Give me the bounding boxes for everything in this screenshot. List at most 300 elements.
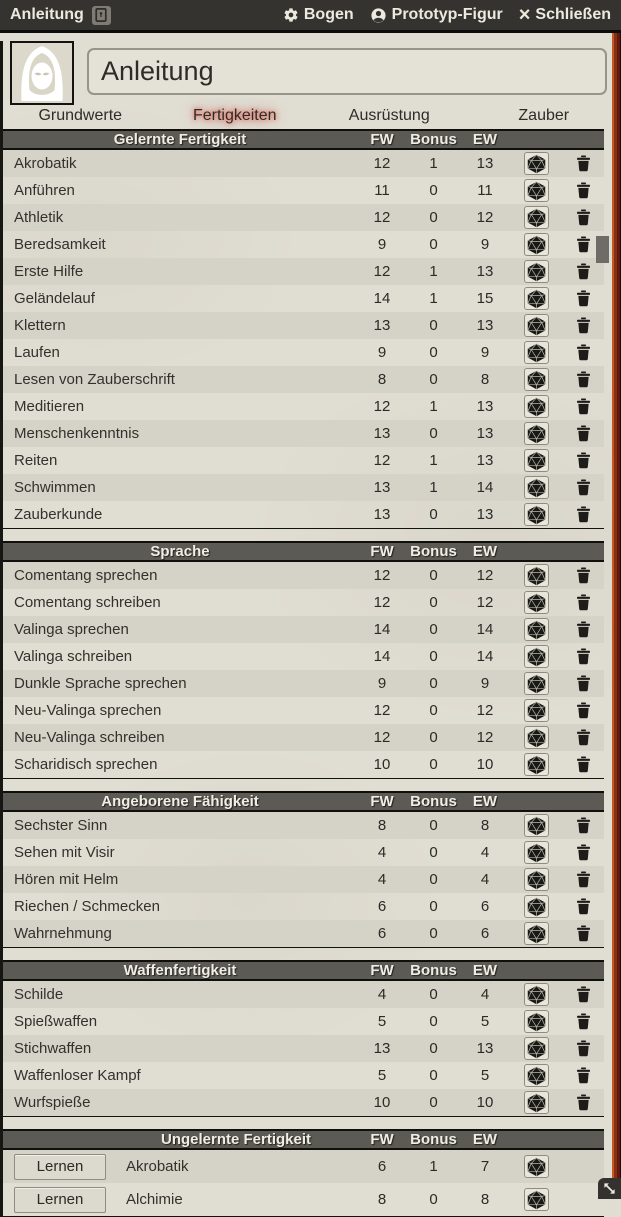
d20-dice-icon bbox=[526, 262, 547, 282]
roll-d20-button[interactable] bbox=[524, 922, 549, 945]
roll-d20-button[interactable] bbox=[524, 395, 549, 418]
roll-d20-button[interactable] bbox=[524, 618, 549, 641]
titlebar bbox=[0, 0, 621, 33]
fw-value: 9 bbox=[357, 675, 407, 692]
dice-cell bbox=[510, 672, 562, 695]
delete-skill-button[interactable] bbox=[576, 209, 591, 226]
bonus-value: 0 bbox=[407, 702, 460, 719]
menu-item-label: Bogen bbox=[304, 6, 354, 24]
delete-skill-button[interactable] bbox=[576, 594, 591, 611]
trash-icon bbox=[576, 344, 591, 361]
skill-name: Reiten bbox=[3, 452, 357, 469]
roll-d20-button[interactable] bbox=[524, 314, 549, 337]
d20-dice-icon bbox=[526, 647, 547, 667]
skill-row bbox=[3, 177, 604, 204]
d20-dice-icon bbox=[526, 1093, 547, 1113]
ew-value: 4 bbox=[460, 871, 510, 888]
delete-skill-button[interactable] bbox=[576, 898, 591, 915]
table-title: Ungelernte Fertigkeit bbox=[115, 1131, 357, 1148]
skill-name: Schwimmen bbox=[3, 479, 357, 496]
dice-cell bbox=[510, 1064, 562, 1087]
ew-value: 8 bbox=[460, 371, 510, 388]
d20-dice-icon bbox=[526, 566, 547, 586]
ew-value: 13 bbox=[460, 263, 510, 280]
delete-cell bbox=[562, 1067, 604, 1084]
hooded-figure-icon bbox=[12, 43, 72, 103]
fw-value: 5 bbox=[357, 1013, 407, 1030]
tab-ausruestung[interactable]: Ausrüstung bbox=[312, 107, 467, 125]
bonus-value: 1 bbox=[407, 263, 460, 280]
table-title: Angeborene Fähigkeit bbox=[3, 793, 357, 810]
delete-skill-button[interactable] bbox=[576, 371, 591, 388]
learn-cell bbox=[3, 1154, 115, 1180]
bonus-value: 0 bbox=[407, 986, 460, 1003]
bonus-value: 1 bbox=[407, 398, 460, 415]
dice-cell bbox=[510, 1010, 562, 1033]
skill-row bbox=[3, 839, 604, 866]
dice-cell bbox=[510, 922, 562, 945]
dice-cell bbox=[510, 618, 562, 641]
roll-d20-button[interactable] bbox=[524, 152, 549, 175]
skill-row bbox=[3, 285, 604, 312]
menu-item-schliessen[interactable] bbox=[519, 6, 611, 24]
d20-dice-icon bbox=[526, 451, 547, 471]
delete-skill-button[interactable] bbox=[576, 871, 591, 888]
dice-cell bbox=[510, 726, 562, 749]
roll-d20-button[interactable] bbox=[524, 1037, 549, 1060]
dice-cell bbox=[510, 449, 562, 472]
trash-icon bbox=[576, 1094, 591, 1111]
dice-cell bbox=[510, 1188, 562, 1211]
fw-value: 12 bbox=[357, 594, 407, 611]
bonus-value: 1 bbox=[407, 452, 460, 469]
trash-icon bbox=[576, 925, 591, 942]
delete-skill-button[interactable] bbox=[576, 290, 591, 307]
dice-cell bbox=[510, 1091, 562, 1114]
delete-skill-button[interactable] bbox=[576, 925, 591, 942]
dice-cell bbox=[510, 753, 562, 776]
d20-dice-icon bbox=[526, 701, 547, 721]
fw-value: 12 bbox=[357, 702, 407, 719]
d20-dice-icon bbox=[526, 843, 547, 863]
d20-dice-icon bbox=[526, 1012, 547, 1032]
delete-skill-button[interactable] bbox=[576, 263, 591, 280]
trash-icon bbox=[576, 290, 591, 307]
roll-d20-button[interactable] bbox=[524, 672, 549, 695]
fw-value: 14 bbox=[357, 290, 407, 307]
ew-value: 5 bbox=[460, 1067, 510, 1084]
skill-table bbox=[3, 541, 604, 779]
trash-icon bbox=[576, 871, 591, 888]
delete-skill-button[interactable] bbox=[576, 1040, 591, 1057]
delete-cell bbox=[562, 506, 604, 523]
d20-dice-icon bbox=[526, 593, 547, 613]
skill-name: Neu-Valinga sprechen bbox=[3, 702, 357, 719]
skill-row bbox=[3, 616, 604, 643]
d20-dice-icon bbox=[526, 924, 547, 944]
delete-skill-button[interactable] bbox=[576, 621, 591, 638]
dice-cell bbox=[510, 179, 562, 202]
delete-skill-button[interactable] bbox=[576, 344, 591, 361]
bonus-value: 0 bbox=[407, 209, 460, 226]
fw-value: 6 bbox=[357, 925, 407, 942]
roll-d20-button[interactable] bbox=[524, 983, 549, 1006]
skill-row bbox=[3, 366, 604, 393]
skill-row bbox=[3, 562, 604, 589]
menu-item-prototyp-figur[interactable] bbox=[370, 6, 503, 24]
delete-skill-button[interactable] bbox=[576, 155, 591, 172]
fw-value: 14 bbox=[357, 648, 407, 665]
fw-value: 4 bbox=[357, 844, 407, 861]
ew-value: 9 bbox=[460, 236, 510, 253]
ew-value: 13 bbox=[460, 317, 510, 334]
d20-dice-icon bbox=[526, 1039, 547, 1059]
dice-cell bbox=[510, 395, 562, 418]
ew-value: 7 bbox=[460, 1158, 510, 1175]
ew-value: 10 bbox=[460, 1094, 510, 1111]
skill-name: Laufen bbox=[3, 344, 357, 361]
roll-d20-button[interactable] bbox=[524, 1188, 549, 1211]
bonus-value: 1 bbox=[407, 155, 460, 172]
dice-cell bbox=[510, 260, 562, 283]
roll-d20-button[interactable] bbox=[524, 699, 549, 722]
learn-button[interactable]: Lernen bbox=[14, 1187, 106, 1213]
dice-cell bbox=[510, 983, 562, 1006]
menu-item-label: Prototyp-Figur bbox=[392, 6, 503, 24]
ew-value: 5 bbox=[460, 1013, 510, 1030]
delete-skill-button[interactable] bbox=[576, 817, 591, 834]
fw-value: 13 bbox=[357, 425, 407, 442]
roll-d20-button[interactable] bbox=[524, 1155, 549, 1178]
delete-skill-button[interactable] bbox=[576, 236, 591, 253]
delete-skill-button[interactable] bbox=[576, 729, 591, 746]
dice-cell bbox=[510, 476, 562, 499]
skill-row bbox=[3, 231, 604, 258]
roll-d20-button[interactable] bbox=[524, 895, 549, 918]
table-rows bbox=[3, 1150, 604, 1216]
roll-d20-button[interactable] bbox=[524, 645, 549, 668]
trash-icon bbox=[576, 756, 591, 773]
table-header-row bbox=[3, 1129, 604, 1150]
ew-column-header: EW bbox=[460, 793, 510, 810]
ew-value: 12 bbox=[460, 702, 510, 719]
delete-cell bbox=[562, 898, 604, 915]
skill-row bbox=[3, 339, 604, 366]
inner-scrollbar-thumb[interactable] bbox=[596, 236, 609, 263]
d20-dice-icon bbox=[526, 1190, 547, 1210]
delete-cell bbox=[562, 621, 604, 638]
skill-row bbox=[3, 589, 604, 616]
delete-skill-button[interactable] bbox=[576, 398, 591, 415]
delete-cell bbox=[562, 567, 604, 584]
tab-zauber[interactable]: Zauber bbox=[467, 107, 621, 125]
learn-cell bbox=[3, 1187, 115, 1213]
dice-cell bbox=[510, 368, 562, 391]
skill-name: Neu-Valinga schreiben bbox=[3, 729, 357, 746]
skill-name: Riechen / Schmecken bbox=[3, 898, 357, 915]
delete-skill-button[interactable] bbox=[576, 648, 591, 665]
skill-row bbox=[3, 724, 604, 751]
character-name-input[interactable] bbox=[87, 48, 607, 95]
ew-value: 11 bbox=[460, 182, 510, 199]
roll-d20-button[interactable] bbox=[524, 753, 549, 776]
roll-d20-button[interactable] bbox=[524, 503, 549, 526]
delete-skill-button[interactable] bbox=[576, 756, 591, 773]
delete-skill-button[interactable] bbox=[576, 506, 591, 523]
skill-name: Waffenloser Kampf bbox=[3, 1067, 357, 1084]
ew-value: 9 bbox=[460, 344, 510, 361]
skill-row bbox=[3, 1062, 604, 1089]
trash-icon bbox=[576, 1067, 591, 1084]
delete-skill-button[interactable] bbox=[576, 452, 591, 469]
skill-name: Sehen mit Visir bbox=[3, 844, 357, 861]
delete-cell bbox=[562, 729, 604, 746]
table-rows bbox=[3, 812, 604, 947]
ew-value: 6 bbox=[460, 925, 510, 942]
table-header-row bbox=[3, 129, 604, 150]
dice-cell bbox=[510, 895, 562, 918]
skill-name: Wahrnehmung bbox=[3, 925, 357, 942]
fw-value: 10 bbox=[357, 1094, 407, 1111]
ew-value: 4 bbox=[460, 986, 510, 1003]
roll-d20-button[interactable] bbox=[524, 1010, 549, 1033]
trash-icon bbox=[576, 675, 591, 692]
fw-value: 4 bbox=[357, 871, 407, 888]
skill-row bbox=[3, 447, 604, 474]
d20-dice-icon bbox=[526, 154, 547, 174]
roll-d20-button[interactable] bbox=[524, 868, 549, 891]
d20-dice-icon bbox=[526, 370, 547, 390]
bonus-value: 0 bbox=[407, 567, 460, 584]
roll-d20-button[interactable] bbox=[524, 476, 549, 499]
roll-d20-button[interactable] bbox=[524, 233, 549, 256]
fw-value: 13 bbox=[357, 1040, 407, 1057]
delete-cell bbox=[562, 317, 604, 334]
trash-icon bbox=[576, 702, 591, 719]
fw-column-header: FW bbox=[357, 543, 407, 560]
skill-row bbox=[3, 1150, 604, 1183]
roll-d20-button[interactable] bbox=[524, 422, 549, 445]
roll-d20-button[interactable] bbox=[524, 368, 549, 391]
ew-value: 14 bbox=[460, 621, 510, 638]
d20-dice-icon bbox=[526, 397, 547, 417]
roll-d20-button[interactable] bbox=[524, 564, 549, 587]
skill-name: Zauberkunde bbox=[3, 506, 357, 523]
roll-d20-button[interactable] bbox=[524, 260, 549, 283]
bonus-value: 1 bbox=[407, 479, 460, 496]
trash-icon bbox=[576, 844, 591, 861]
delete-cell bbox=[562, 344, 604, 361]
table-title: Gelernte Fertigkeit bbox=[3, 131, 357, 148]
delete-cell bbox=[562, 452, 604, 469]
bonus-value: 0 bbox=[407, 871, 460, 888]
d20-dice-icon bbox=[526, 343, 547, 363]
roll-d20-button[interactable] bbox=[524, 179, 549, 202]
delete-cell bbox=[562, 155, 604, 172]
d20-dice-icon bbox=[526, 674, 547, 694]
d20-dice-icon bbox=[526, 181, 547, 201]
delete-cell bbox=[562, 986, 604, 1003]
fw-column-header: FW bbox=[357, 962, 407, 979]
page-scrollbar-thumb[interactable] bbox=[612, 33, 621, 1199]
delete-cell bbox=[562, 594, 604, 611]
delete-skill-button[interactable] bbox=[576, 479, 591, 496]
table-rows bbox=[3, 562, 604, 778]
bonus-value: 0 bbox=[407, 594, 460, 611]
trash-icon bbox=[576, 1013, 591, 1030]
d20-dice-icon bbox=[526, 620, 547, 640]
close-icon: × bbox=[519, 8, 531, 22]
d20-dice-icon bbox=[526, 1157, 547, 1177]
tables bbox=[3, 129, 621, 1217]
ew-value: 4 bbox=[460, 844, 510, 861]
trash-icon bbox=[576, 898, 591, 915]
skill-row bbox=[3, 751, 604, 778]
d20-dice-icon bbox=[526, 478, 547, 498]
bonus-value: 0 bbox=[407, 621, 460, 638]
fw-value: 8 bbox=[357, 1191, 407, 1208]
roll-d20-button[interactable] bbox=[524, 726, 549, 749]
ew-column-header: EW bbox=[460, 1131, 510, 1148]
dice-cell bbox=[510, 152, 562, 175]
delete-cell bbox=[562, 871, 604, 888]
skill-row bbox=[3, 204, 604, 231]
skill-name: Spießwaffen bbox=[3, 1013, 357, 1030]
ew-value: 13 bbox=[460, 452, 510, 469]
skill-row bbox=[3, 670, 604, 697]
delete-skill-button[interactable] bbox=[576, 675, 591, 692]
delete-skill-button[interactable] bbox=[576, 1067, 591, 1084]
delete-skill-button[interactable] bbox=[576, 1013, 591, 1030]
delete-skill-button[interactable] bbox=[576, 1094, 591, 1111]
delete-cell bbox=[562, 398, 604, 415]
ew-value: 13 bbox=[460, 398, 510, 415]
bonus-value: 0 bbox=[407, 344, 460, 361]
roll-d20-button[interactable] bbox=[524, 841, 549, 864]
gear-icon bbox=[283, 7, 299, 23]
delete-skill-button[interactable] bbox=[576, 702, 591, 719]
bonus-value: 0 bbox=[407, 729, 460, 746]
skill-row bbox=[3, 474, 604, 501]
delete-cell bbox=[562, 702, 604, 719]
roll-d20-button[interactable] bbox=[524, 591, 549, 614]
roll-d20-button[interactable] bbox=[524, 449, 549, 472]
skill-name: Dunkle Sprache sprechen bbox=[3, 675, 357, 692]
ew-value: 14 bbox=[460, 648, 510, 665]
delete-cell bbox=[562, 182, 604, 199]
skill-name: Valinga sprechen bbox=[3, 621, 357, 638]
table-rows bbox=[3, 981, 604, 1116]
dice-cell bbox=[510, 503, 562, 526]
person-icon bbox=[370, 7, 387, 24]
trash-icon bbox=[576, 506, 591, 523]
fw-value: 9 bbox=[357, 236, 407, 253]
d20-dice-icon bbox=[526, 897, 547, 917]
resize-handle[interactable] bbox=[598, 1178, 621, 1199]
bonus-column-header: Bonus bbox=[407, 962, 460, 979]
delete-cell bbox=[562, 371, 604, 388]
ew-value: 13 bbox=[460, 155, 510, 172]
skill-name: Menschenkenntnis bbox=[3, 425, 357, 442]
learn-button[interactable]: Lernen bbox=[14, 1154, 106, 1180]
delete-cell bbox=[562, 844, 604, 861]
ew-value: 10 bbox=[460, 756, 510, 773]
roll-d20-button[interactable] bbox=[524, 1064, 549, 1087]
bonus-value: 0 bbox=[407, 898, 460, 915]
fw-value: 13 bbox=[357, 317, 407, 334]
character-avatar[interactable] bbox=[10, 41, 74, 105]
dice-cell bbox=[510, 868, 562, 891]
delete-skill-button[interactable] bbox=[576, 844, 591, 861]
skill-row bbox=[3, 150, 604, 177]
dice-cell bbox=[510, 699, 562, 722]
ew-value: 12 bbox=[460, 567, 510, 584]
skill-name: Wurfspieße bbox=[3, 1094, 357, 1111]
fw-value: 12 bbox=[357, 263, 407, 280]
skill-name: Valinga schreiben bbox=[3, 648, 357, 665]
skill-row bbox=[3, 893, 604, 920]
bonus-value: 0 bbox=[407, 1191, 460, 1208]
fw-value: 13 bbox=[357, 479, 407, 496]
delete-skill-button[interactable] bbox=[576, 567, 591, 584]
bonus-value: 0 bbox=[407, 236, 460, 253]
roll-d20-button[interactable] bbox=[524, 206, 549, 229]
tab-fertigkeiten[interactable]: Fertigkeiten bbox=[158, 107, 313, 125]
skill-row bbox=[3, 420, 604, 447]
skill-table bbox=[3, 129, 604, 529]
bonus-value: 0 bbox=[407, 648, 460, 665]
bonus-value: 0 bbox=[407, 1094, 460, 1111]
window-title: Anleitung bbox=[10, 6, 84, 24]
delete-skill-button[interactable] bbox=[576, 317, 591, 334]
dice-cell bbox=[510, 564, 562, 587]
roll-d20-button[interactable] bbox=[524, 341, 549, 364]
d20-dice-icon bbox=[526, 289, 547, 309]
delete-skill-button[interactable] bbox=[576, 986, 591, 1003]
skill-name: Hören mit Helm bbox=[3, 871, 357, 888]
delete-skill-button[interactable] bbox=[576, 425, 591, 442]
menu-item-bogen[interactable] bbox=[283, 6, 354, 24]
table-header-row bbox=[3, 960, 604, 981]
d20-dice-icon bbox=[526, 424, 547, 444]
skill-name: Beredsamkeit bbox=[3, 236, 357, 253]
dice-cell bbox=[510, 1037, 562, 1060]
tab-grundwerte[interactable]: Grundwerte bbox=[3, 107, 158, 125]
roll-d20-button[interactable] bbox=[524, 1091, 549, 1114]
bonus-value: 0 bbox=[407, 844, 460, 861]
fw-value: 11 bbox=[357, 182, 407, 199]
skill-row bbox=[3, 258, 604, 285]
ew-value: 14 bbox=[460, 479, 510, 496]
skill-row bbox=[3, 312, 604, 339]
bonus-value: 0 bbox=[407, 925, 460, 942]
roll-d20-button[interactable] bbox=[524, 287, 549, 310]
skill-name: Lesen von Zauberschrift bbox=[3, 371, 357, 388]
fw-value: 5 bbox=[357, 1067, 407, 1084]
roll-d20-button[interactable] bbox=[524, 814, 549, 837]
trash-icon bbox=[576, 317, 591, 334]
ew-column-header: EW bbox=[460, 131, 510, 148]
resize-diagonal-arrow-icon bbox=[602, 1181, 617, 1196]
d20-dice-icon bbox=[526, 816, 547, 836]
dice-cell bbox=[510, 206, 562, 229]
bonus-value: 0 bbox=[407, 1013, 460, 1030]
bonus-value: 0 bbox=[407, 817, 460, 834]
trash-icon bbox=[576, 452, 591, 469]
delete-skill-button[interactable] bbox=[576, 182, 591, 199]
notes-button[interactable] bbox=[92, 6, 111, 25]
fw-value: 6 bbox=[357, 898, 407, 915]
